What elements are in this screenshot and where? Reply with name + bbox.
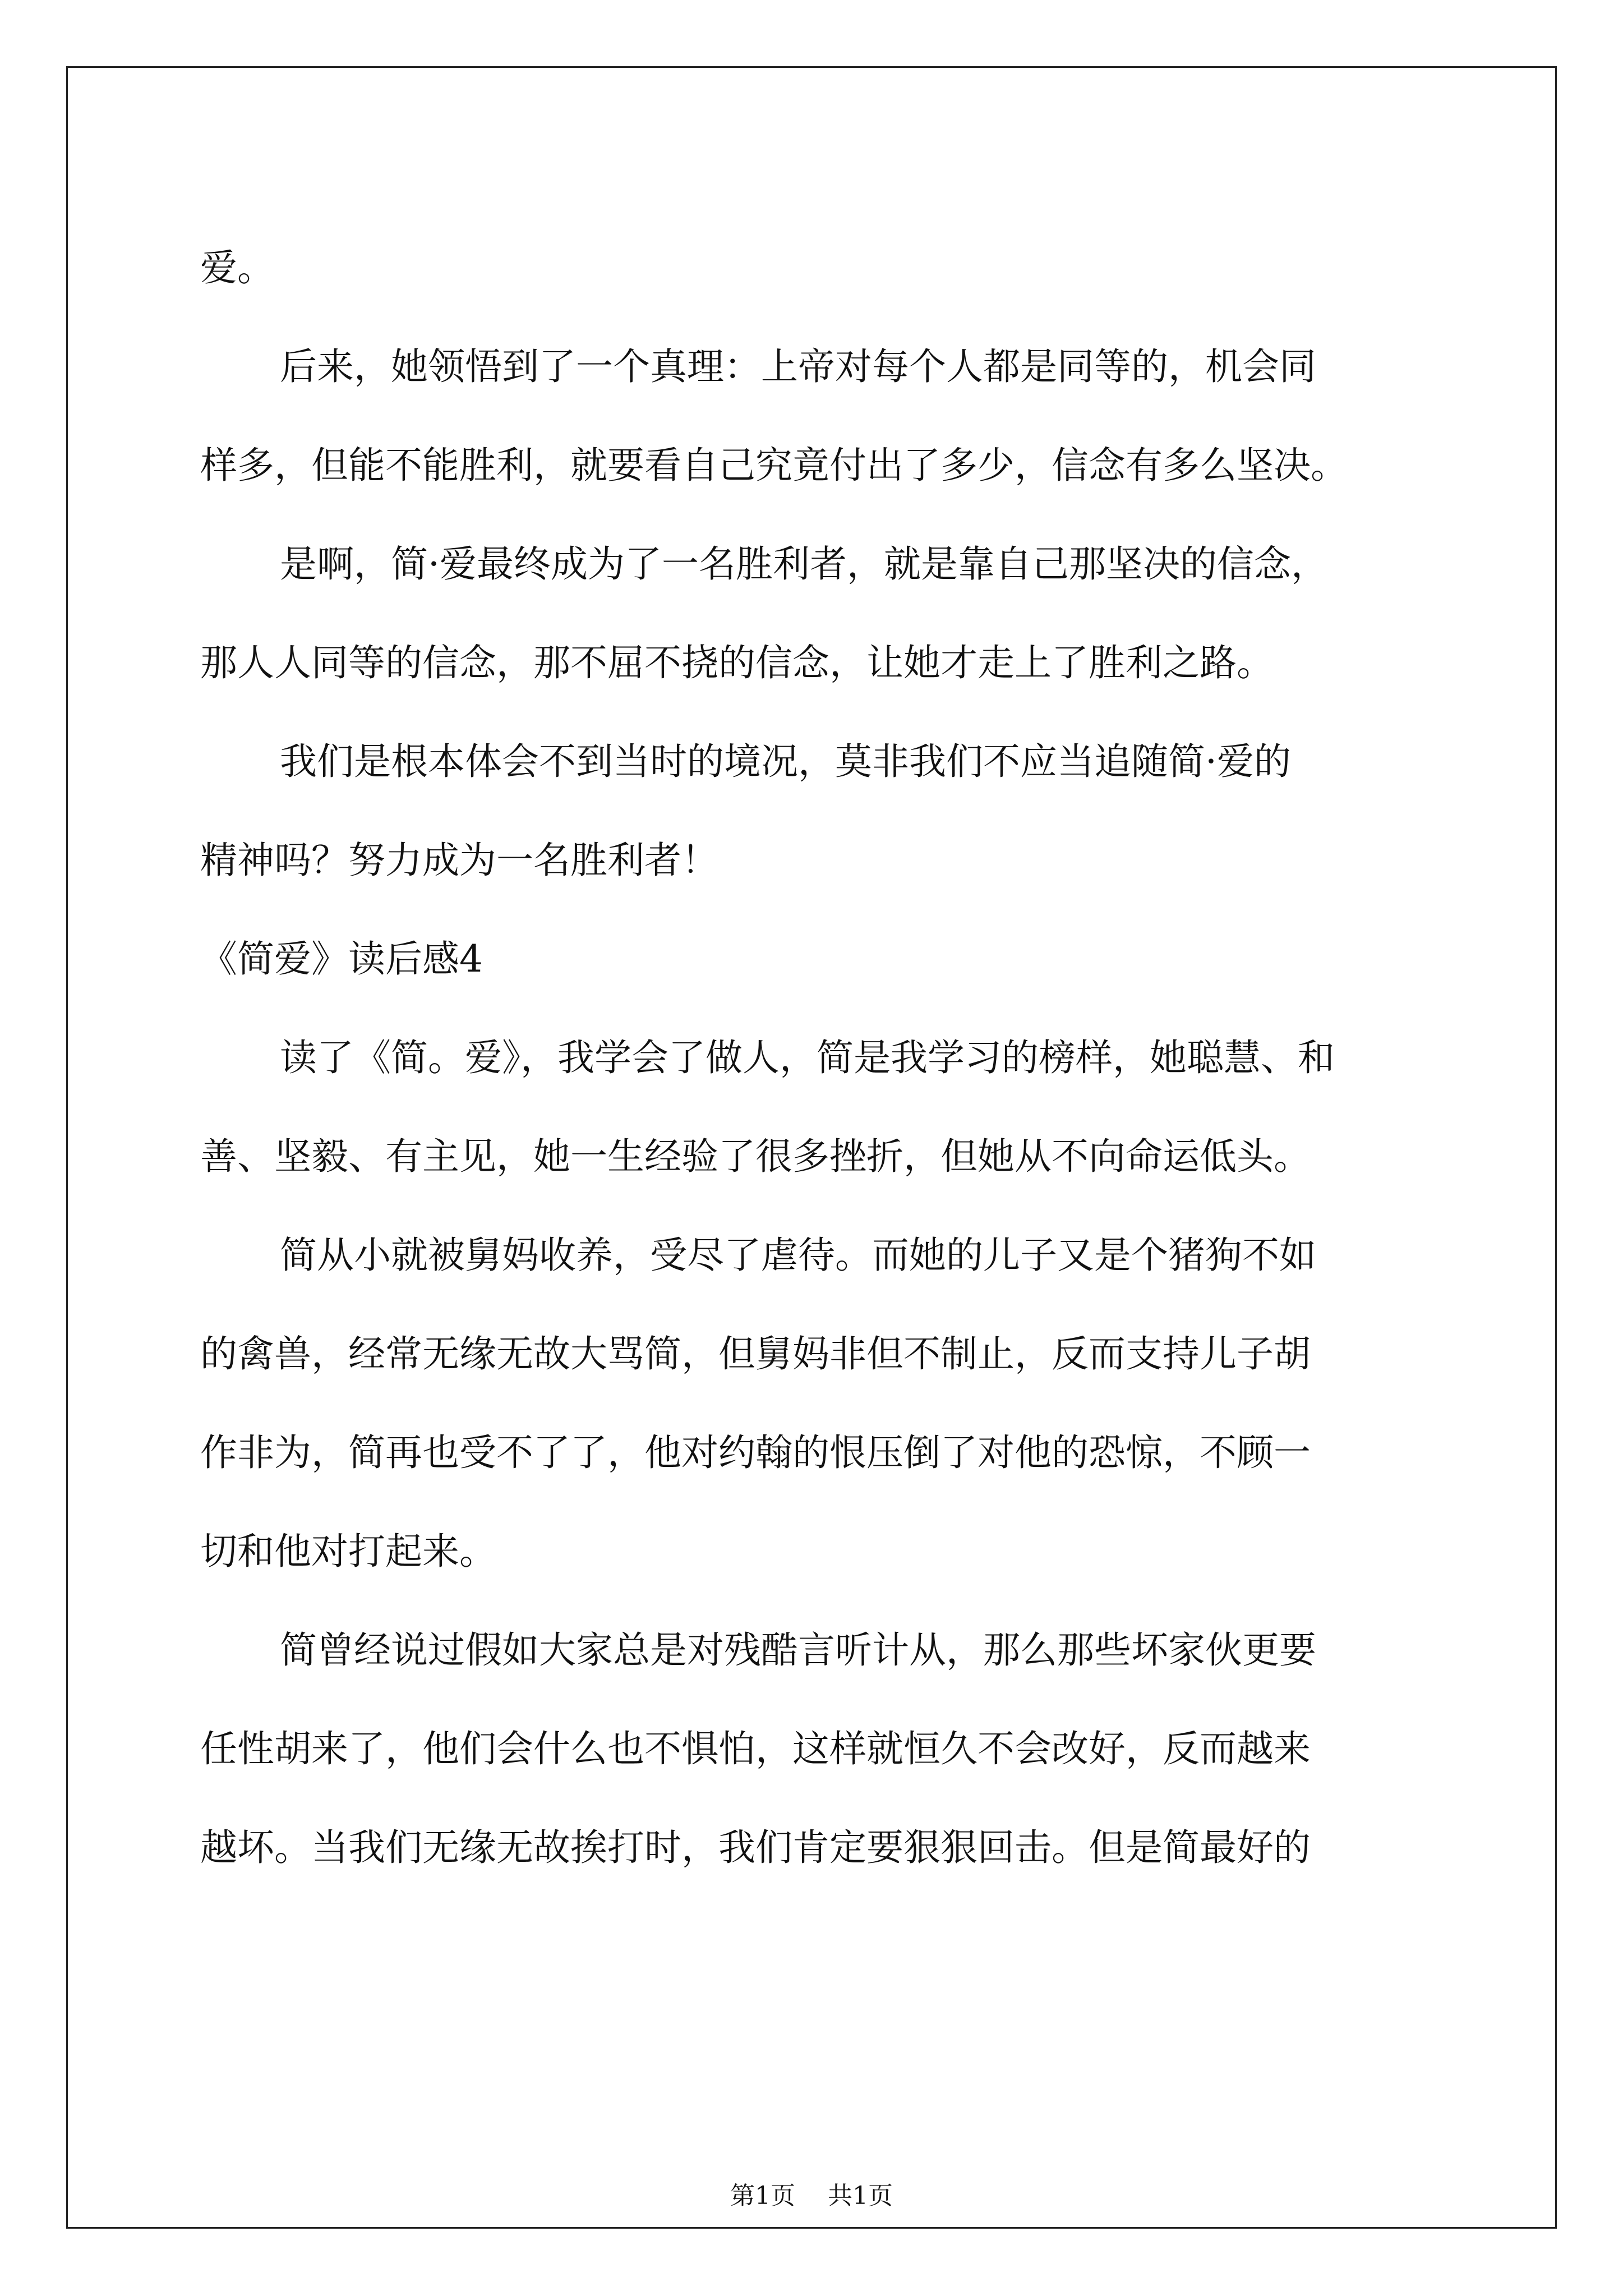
page-total: 共1页 [828, 2182, 893, 2210]
text-line: 作非为，简再也受不了了，他对约翰的恨压倒了对他的恐惊，不顾一 [200, 1431, 1311, 1474]
page-number: 第1页 [730, 2182, 795, 2210]
document-body [200, 219, 1434, 1897]
page-footer [0, 2179, 1623, 2213]
text-line: 爱。 [200, 246, 274, 289]
text-line: 精神吗？努力成为一名胜利者！ [200, 839, 718, 882]
text-line: 我们是根本体会不到当时的境况，莫非我们不应当追随简·爱的 [280, 740, 1291, 783]
text-line: 越坏。当我们无缘无故挨打时，我们肯定要狠狠回击。但是简最好的 [200, 1826, 1311, 1869]
text-line: 切和他对打起来。 [200, 1530, 496, 1573]
text-line: 简从小就被舅妈收养，受尽了虐待。而她的儿子又是个猪狗不如 [280, 1234, 1316, 1277]
text-line: 的禽兽，经常无缘无故大骂简，但舅妈非但不制止，反而支持儿子胡 [200, 1332, 1311, 1375]
text-line: 读了《简。爱》，我学会了做人，简是我学习的榜样，她聪慧、和 [280, 1036, 1335, 1079]
text-line: 那人人同等的信念，那不屈不挠的信念，让她才走上了胜利之路。 [200, 641, 1274, 684]
text-line: 简曾经说过假如大家总是对残酷言听计从，那么那些坏家伙更要 [280, 1628, 1316, 1672]
text-line: 是啊，简·爱最终成为了一名胜利者，就是靠自己那坚决的信念， [280, 542, 1328, 586]
section-title: 《简爱》读后感4 [200, 937, 483, 981]
text-line: 样多，但能不能胜利，就要看自己究竟付出了多少，信念有多么坚决。 [200, 444, 1348, 487]
text-line: 善、坚毅、有主见，她一生经验了很多挫折，但她从不向命运低头。 [200, 1135, 1311, 1178]
text-line: 任性胡来了，他们会什么也不惧怕，这样就恒久不会改好，反而越来 [200, 1727, 1311, 1770]
text-line: 后来，她领悟到了一个真理：上帝对每个人都是同等的，机会同 [280, 345, 1316, 388]
